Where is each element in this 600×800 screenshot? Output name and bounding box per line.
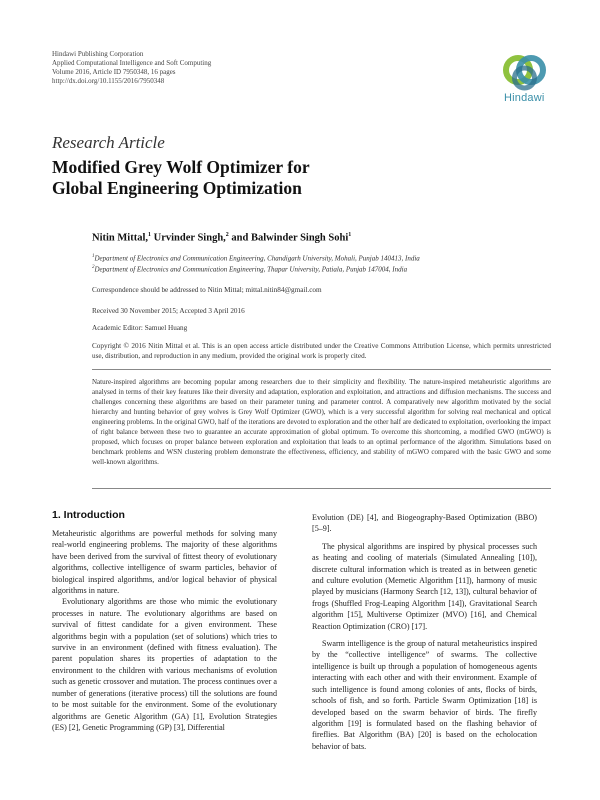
correspondence-note: Correspondence should be addressed to Nitin Mittal; mittal.nitin84@gmail.com <box>92 286 322 294</box>
author-list <box>92 232 351 244</box>
paragraph: Swarm intelligence is the group of natural metaheuristics inspired by the “collective intelligence” of swarms. The collective intelligence is built up through a population of homogeneous agents interacting with each other and with their environment. Example of such intelligence is found among colonies of ants, flocks of birds, schools of fish, and so forth. Particle Swarm Optimization [18] is developed based on the swarm behavior of birds. The firefly algorithm [19] is formulated based on the flashing behavior of fireflies. Bat Algorithm (BA) [20] is based on the echolocation behavior of bats. <box>312 639 537 751</box>
paper-title <box>52 157 310 199</box>
received-accepted-dates: Received 30 November 2015; Accepted 3 April 2016 <box>92 307 245 315</box>
affiliation-text: Department of Electronics and Communication Engineering, Chandigarh University, Mohali, Punjab 140413, India <box>94 254 420 263</box>
affiliation-number: 2 <box>92 265 95 270</box>
volume-line: Volume 2016, Article ID 7950348, 16 pages <box>52 68 176 76</box>
paragraph: The physical algorithms are inspired by physical processes such as heating and cooling of materials (Simulated Annealing [10]), discrete cultural information which is treated as in between genetic and culture evolution (Memetic Algorithm [11]), harmony of music played by musicians (Harmony Search [12, 13]), cultural behavior of frogs (Shuffled Frog-Leaping Algorithm [14]), Gravitational Search algorithm [15], Multiverse Optimizer (MVO) [16], and Chemical Reaction Optimization (CRO) [17]. <box>312 541 537 631</box>
paragraph: Evolutionary algorithms are those who mimic the evolutionary processes in nature. The evolutionary algorithms are based on survival of fittest candidate for a given environment. These algorithms begin with a population (set of solutions) which tries to survive in an environment (defined with fitness evaluation). The parent population shares its properties of adaptation to the environment to the children with various mechanisms of evolution such as genetic crossover and mutation. The process continues over a number of generations (iterative process) till the solutions are found to be most suitable for the environment. Some of the evolutionary algorithms are Genetic Algorithm (GA) [1], Evolution Strategies (ES) [2], Genetic Programming (GP) [3], Differential <box>52 597 277 732</box>
right-column <box>312 512 537 752</box>
author-name[interactable]: and Balwinder Singh Sohi <box>228 232 349 244</box>
title-line-1: Modified Grey Wolf Optimizer for <box>52 157 310 177</box>
abstract-text: Nature-inspired algorithms are becoming popular among researchers due to their simplicity and flexibility. The nature-inspired metaheuristic algorithms are analysed in terms of their key features like their diversity and adaptation, exploration and exploitation, and attractions and diffusion mechanisms. The success and challenges concerning these algorithms are based on their parameter tuning and parameter control. A comparatively new algorithm motivated by the social hierarchy and hunting behavior of grey wolves is Grey Wolf Optimizer (GWO), which is a very successful algorithm for solving real mechanical and optical engineering problems. In the original GWO, half of the iterations are devoted to exploration and the other half are dedicated to exploitation, overlooking the impact of right balance between these two to guarantee an accurate approximation of global optimum. To overcome this shortcoming, a modified GWO (mGWO) is proposed, which focuses on proper balance between exploration and exploitation that leads to an optimal performance of the algorithm. Simulations based on benchmark problems and WSN clustering problem demonstrate the effectiveness, efficiency, and stability of mGWO compared with the basic GWO and some well-known algorithms. <box>92 378 551 466</box>
section-heading-introduction: 1. Introduction <box>52 509 125 521</box>
left-column <box>52 528 277 733</box>
abstract-top-rule <box>92 369 551 370</box>
academic-editor: Academic Editor: Samuel Huang <box>92 324 188 332</box>
article-type: Research Article <box>52 133 165 152</box>
title-line-2: Global Engineering Optimization <box>52 178 302 198</box>
affiliation-marker: 1 <box>348 232 352 238</box>
copyright-notice: Copyright © 2016 Nitin Mittal et al. This is an open access article distributed under the Creative Commons Attribution License, which permits unrestricted use, distribution, and reproduction in any medium, provided the original work is properly cited. <box>92 342 551 360</box>
publisher-line: Hindawi Publishing Corporation <box>52 50 144 58</box>
journal-name: Applied Computational Intelligence and Soft Computing <box>52 59 212 67</box>
abstract-bottom-rule <box>92 488 551 489</box>
affiliation-number: 1 <box>92 254 95 259</box>
affiliation-text: Department of Electronics and Communication Engineering, Thapar University, Patiala, Punjab 147004, India <box>94 265 408 274</box>
affiliation-marker: 1 <box>148 232 151 238</box>
affiliation-marker: 2 <box>225 232 229 238</box>
hindawi-logo-text: Hindawi <box>504 92 545 104</box>
author-name[interactable]: Nitin Mittal, <box>92 232 148 244</box>
paragraph: Evolution (DE) [4], and Biogeography-Based Optimization (BBO) [5–9]. <box>312 513 537 534</box>
affiliation-2 <box>92 265 407 273</box>
journal-header <box>52 50 211 86</box>
doi-link[interactable]: http://dx.doi.org/10.1155/2016/7950348 <box>52 77 165 85</box>
affiliation-1 <box>92 254 420 262</box>
author-name[interactable]: Urvinder Singh, <box>151 232 226 244</box>
paragraph: Metaheuristic algorithms are powerful methods for solving many real-world engineering problems. The majority of these algorithms have been derived from the survival of fittest theory of evolutionary algorithms, collective intelligence of swarm particles, behavior of biological inspired algorithms, and/or logical behavior of physical algorithms in nature. <box>52 529 277 596</box>
